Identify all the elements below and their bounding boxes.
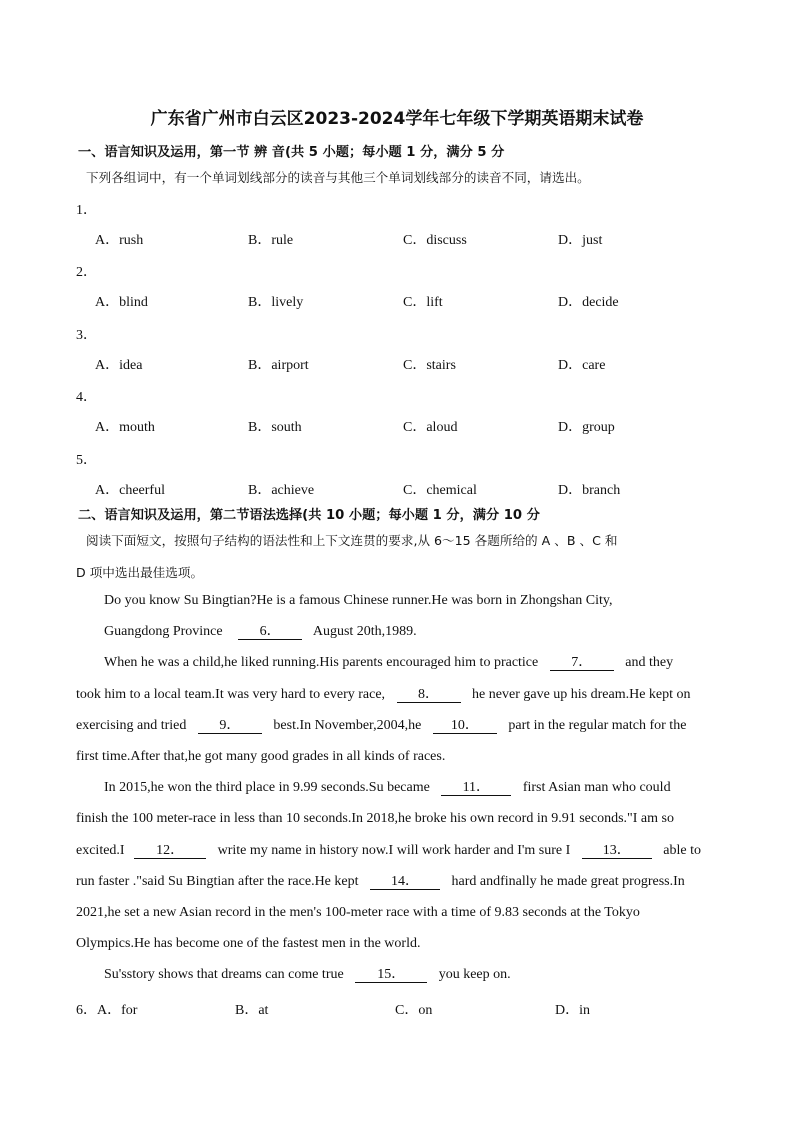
option-b[interactable]: B．lively (248, 295, 304, 310)
passage-text: best.In November,2004,he (273, 718, 422, 733)
option-c[interactable]: C．aloud (403, 420, 458, 435)
option-c[interactable]: C．on (395, 1003, 433, 1018)
passage-line (76, 874, 685, 890)
question-number: 5． (76, 453, 97, 468)
option-d[interactable]: D．branch (558, 483, 621, 498)
passage-text: run faster ."said Su Bingtian after the race.He kept (76, 874, 359, 889)
question-number: 6． (76, 1003, 97, 1018)
blank-13[interactable]: 13． (582, 843, 652, 859)
passage-text: you keep on. (438, 967, 511, 982)
blank-10[interactable]: 10． (433, 718, 497, 734)
option-d[interactable]: D．decide (558, 295, 619, 310)
blank-8[interactable]: 8． (397, 687, 461, 703)
option-b[interactable]: B．at (235, 1003, 269, 1018)
option-b[interactable]: B．achieve (248, 483, 315, 498)
passage-line: Do you know Su Bingtian?He is a famous Chinese runner.He was born in Zhongshan City, (104, 593, 613, 608)
option-c[interactable]: C．discuss (403, 233, 467, 248)
passage-text: excited.I (76, 843, 125, 858)
passage-text: write my name in history now.I will work harder and I'm sure I (217, 843, 571, 858)
section-2-instruction: D 项中选出最佳选项。 (76, 565, 204, 580)
blank-15[interactable]: 15． (355, 967, 427, 983)
option-a[interactable]: A．mouth (95, 420, 155, 435)
passage-line (104, 780, 671, 796)
passage-text: first Asian man who could (522, 780, 671, 795)
passage-text: Guangdong Province (104, 624, 223, 639)
passage-text: Su'sstory shows that dreams can come true (104, 967, 344, 982)
passage-text: took him to a local team.It was very hard to every race, (76, 687, 386, 702)
option-d[interactable]: D．in (555, 1003, 590, 1018)
section-1-heading: 一、语言知识及运用，第一节 辨 音(共 5 小题；每小题 1 分，满分 5 分 (78, 145, 505, 160)
option-a[interactable]: A．for (97, 1003, 138, 1018)
passage-line: 2021,he set a new Asian record in the men's 100-meter race with a time of 9.83 seconds at the Tokyo (76, 905, 640, 920)
option-c[interactable]: C．chemical (403, 483, 477, 498)
passage-text: he never gave up his dream.He kept on (472, 687, 691, 702)
passage-line (76, 843, 701, 859)
passage-line: finish the 100 meter-race in less than 10 seconds.In 2018,he broke his own record in 9.91 seconds."I am so (76, 811, 674, 826)
question-number: 3． (76, 328, 97, 343)
section-1-instruction: 下列各组词中，有一个单词划线部分的读音与其他三个单词划线部分的读音不同，请选出。 (86, 170, 590, 185)
option-a[interactable]: A．rush (95, 233, 144, 248)
passage-text: hard andfinally he made great progress.In (451, 874, 685, 889)
question-number: 4． (76, 390, 97, 405)
passage-line (104, 655, 673, 671)
section-2-heading: 二、语言知识及运用，第二节语法选择(共 10 小题；每小题 1 分，满分 10 分 (78, 508, 540, 523)
passage-text: When he was a child,he liked running.His parents encouraged him to practice (104, 655, 539, 670)
option-b[interactable]: B．rule (248, 233, 294, 248)
blank-7[interactable]: 7． (550, 655, 614, 671)
option-c[interactable]: C．lift (403, 295, 443, 310)
blank-9[interactable]: 9． (198, 718, 262, 734)
option-a[interactable]: A．cheerful (95, 483, 165, 498)
option-d[interactable]: D．group (558, 420, 615, 435)
passage-line (76, 687, 691, 703)
blank-11[interactable]: 11． (441, 780, 511, 796)
passage-text: August 20th,1989. (312, 624, 417, 639)
option-c[interactable]: C．stairs (403, 358, 456, 373)
option-d[interactable]: D．care (558, 358, 606, 373)
passage-line (104, 624, 417, 640)
passage-text: exercising and tried (76, 718, 187, 733)
blank-14[interactable]: 14． (370, 874, 440, 890)
question-number: 2． (76, 265, 97, 280)
passage-line: Olympics.He has become one of the fastest men in the world. (76, 936, 421, 951)
blank-6[interactable]: 6． (238, 624, 302, 640)
passage-text: able to (663, 843, 702, 858)
option-a[interactable]: A．blind (95, 295, 148, 310)
question-number: 1． (76, 203, 97, 218)
passage-text: In 2015,he won the third place in 9.99 seconds.Su became (104, 780, 430, 795)
passage-line (76, 718, 686, 734)
passage-line: first time.After that,he got many good grades in all kinds of races. (76, 749, 446, 764)
option-b[interactable]: B．airport (248, 358, 309, 373)
passage-text: and they (625, 655, 674, 670)
option-b[interactable]: B．south (248, 420, 302, 435)
option-d[interactable]: D．just (558, 233, 603, 248)
blank-12[interactable]: 12． (134, 843, 206, 859)
passage-text: part in the regular match for the (508, 718, 687, 733)
section-2-instruction: 阅读下面短文，按照句子结构的语法性和上下文连贯的要求,从 6～15 各题所给的 A 、B 、C 和 (86, 533, 618, 548)
question-6 (76, 999, 137, 1019)
option-a[interactable]: A．idea (95, 358, 143, 373)
passage-line (104, 967, 511, 983)
page-title: 广东省广州市白云区2023-2024学年七年级下学期英语期末试卷 (150, 109, 644, 129)
